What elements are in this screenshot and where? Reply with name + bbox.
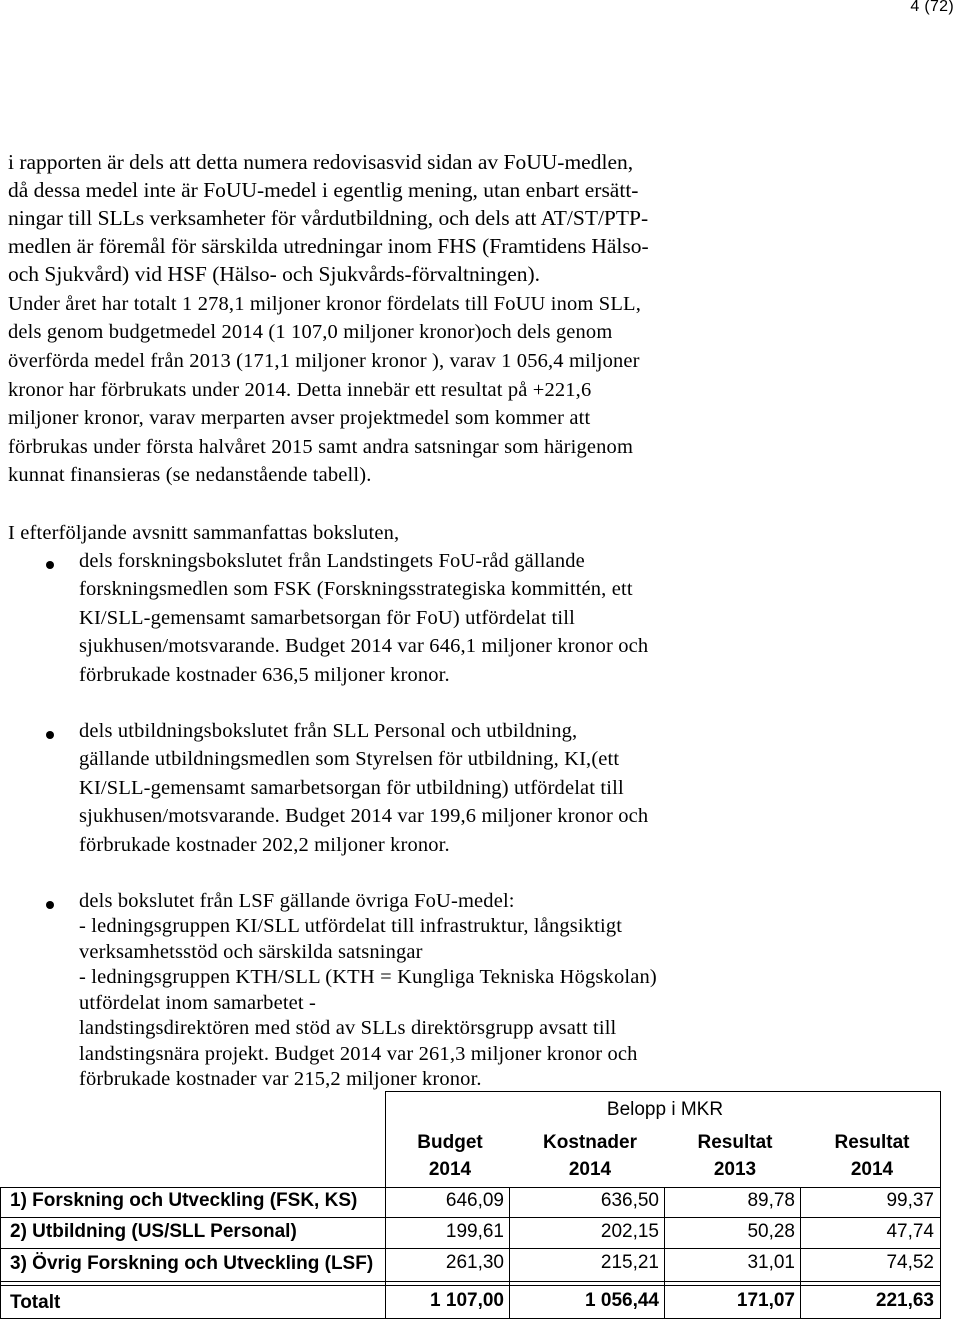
summary-line: kunnat finansieras (se nedanstående tabell).	[8, 464, 372, 486]
bullet-line: dels bokslutet från LSF gällande övriga FoU-medel:	[79, 890, 515, 912]
table-cell: 646,09	[445, 1190, 504, 1211]
table-row-label: 1) Forskning och Utveckling (FSK, KS)	[10, 1190, 358, 1211]
intro-line: medlen är föremål för särskilda utredningar inom FHS (Framtidens Hälso-	[8, 234, 649, 258]
table-row-label: 3) Övrig Forskning och Utveckling (LSF)	[10, 1253, 374, 1274]
bullet-line: landstingsdirektören med stöd av SLLs direktörsgrupp avsatt till	[79, 1017, 617, 1039]
table-row-label: 2) Utbildning (US/SLL Personal)	[10, 1221, 297, 1242]
bullet-line: landstingsnära projekt. Budget 2014 var 261,3 miljoner kronor och	[79, 1043, 638, 1065]
table-cell: 31,01	[747, 1252, 795, 1273]
intro-line: i rapporten är dels att detta numera redovisasvid sidan av FoUU-medlen,	[8, 150, 634, 174]
table-cell: 261,30	[445, 1252, 504, 1273]
bullet-icon	[46, 901, 54, 909]
table-cell: 199,61	[445, 1221, 504, 1242]
bullet-line: dels forskningsbokslutet från Landstingets FoU-råd gällande	[79, 550, 585, 572]
section-intro-line: I efterföljande avsnitt sammanfattas boksluten,	[8, 522, 400, 544]
bullet-line: KI/SLL-gemensamt samarbetsorgan för utbildning) utfördelat till	[79, 777, 624, 799]
table-cell: 89,78	[747, 1190, 795, 1211]
bullet-line: KI/SLL-gemensamt samarbetsorgan för FoU) utfördelat till	[79, 607, 575, 629]
table-cell: 215,21	[600, 1252, 659, 1273]
bullet-line: verksamhetsstöd och särskilda satsningar	[79, 941, 423, 963]
column-header-line: Resultat	[834, 1132, 910, 1153]
column-header-line: 2014	[568, 1159, 612, 1180]
table-cell: 636,50	[600, 1190, 659, 1211]
table-super-header: Belopp i MKR	[606, 1099, 724, 1120]
page-number: 4 (72)	[910, 0, 954, 15]
intro-line: och Sjukvård) vid HSF (Hälso- och Sjukvårds-förvaltningen).	[8, 262, 541, 286]
column-header-line: Budget	[417, 1132, 483, 1153]
bullet-line: forskningsmedlen som FSK (Forskningsstrategiska kommittén, ett	[79, 578, 633, 600]
bullet-line: dels utbildningsbokslutet från SLL Personal och utbildning,	[79, 720, 578, 742]
bullet-icon	[46, 561, 54, 569]
column-header-line: 2014	[428, 1159, 472, 1180]
table-total-cell: 1 107,00	[430, 1290, 504, 1311]
bullet-line: - ledningsgruppen KTH/SLL (KTH = Kungliga Tekniska Högskolan)	[79, 966, 657, 988]
table-cell: 50,28	[747, 1221, 795, 1242]
intro-line: ningar till SLLs verksamheter för vårdutbildning, och dels att AT/ST/PTP-	[8, 206, 649, 230]
bullet-icon	[46, 731, 54, 739]
table-cell: 202,15	[600, 1221, 659, 1242]
column-header-line: Kostnader	[543, 1132, 637, 1153]
bullet-line: förbrukade kostnader var 215,2 miljoner kronor.	[79, 1068, 482, 1090]
column-header-line: 2014	[850, 1159, 894, 1180]
bullet-line: - ledningsgruppen KI/SLL utfördelat till infrastruktur, långsiktigt	[79, 915, 623, 937]
bullet-line: förbrukade kostnader 202,2 miljoner kronor.	[79, 834, 450, 856]
table-total-cell: 1 056,44	[585, 1290, 659, 1311]
summary-line: kronor har förbrukats under 2014. Detta innebär ett resultat på +221,6	[8, 379, 592, 401]
intro-line: då dessa medel inte är FoUU-medel i egentlig mening, utan enbart ersätt-	[8, 178, 639, 202]
bullet-line: utfördelat inom samarbetet -	[79, 992, 317, 1014]
column-header-line: 2013	[713, 1159, 757, 1180]
summary-line: överförda medel från 2013 (171,1 miljoner kronor ), varav 1 056,4 miljoner	[8, 350, 640, 372]
column-header	[675, 1129, 795, 1183]
bullet-line: förbrukade kostnader 636,5 miljoner kronor.	[79, 664, 450, 686]
summary-line: förbrukas under första halvåret 2015 samt andra satsningar som härigenom	[8, 436, 634, 458]
column-header	[812, 1129, 932, 1183]
bullet-line: sjukhusen/motsvarande. Budget 2014 var 199,6 miljoner kronor och	[79, 805, 649, 827]
column-header	[520, 1129, 660, 1183]
column-header-line: Resultat	[697, 1132, 773, 1153]
summary-line: miljoner kronor, varav merparten avser projektmedel som kommer att	[8, 407, 591, 429]
table-total-cell: 171,07	[736, 1290, 795, 1311]
table-cell: 47,74	[886, 1221, 934, 1242]
table-cell: 74,52	[886, 1252, 934, 1273]
column-header	[395, 1129, 505, 1183]
summary-line: dels genom budgetmedel 2014 (1 107,0 miljoner kronor)och dels genom	[8, 321, 613, 343]
table-cell: 99,37	[886, 1190, 934, 1211]
table-total-cell: 221,63	[875, 1290, 934, 1311]
table-total-label: Totalt	[10, 1292, 61, 1313]
bullet-line: gällande utbildningsmedlen som Styrelsen för utbildning, KI,(ett	[79, 748, 620, 770]
bullet-line: sjukhusen/motsvarande. Budget 2014 var 646,1 miljoner kronor och	[79, 635, 649, 657]
summary-line: Under året har totalt 1 278,1 miljoner kronor fördelats till FoUU inom SLL,	[8, 293, 641, 315]
